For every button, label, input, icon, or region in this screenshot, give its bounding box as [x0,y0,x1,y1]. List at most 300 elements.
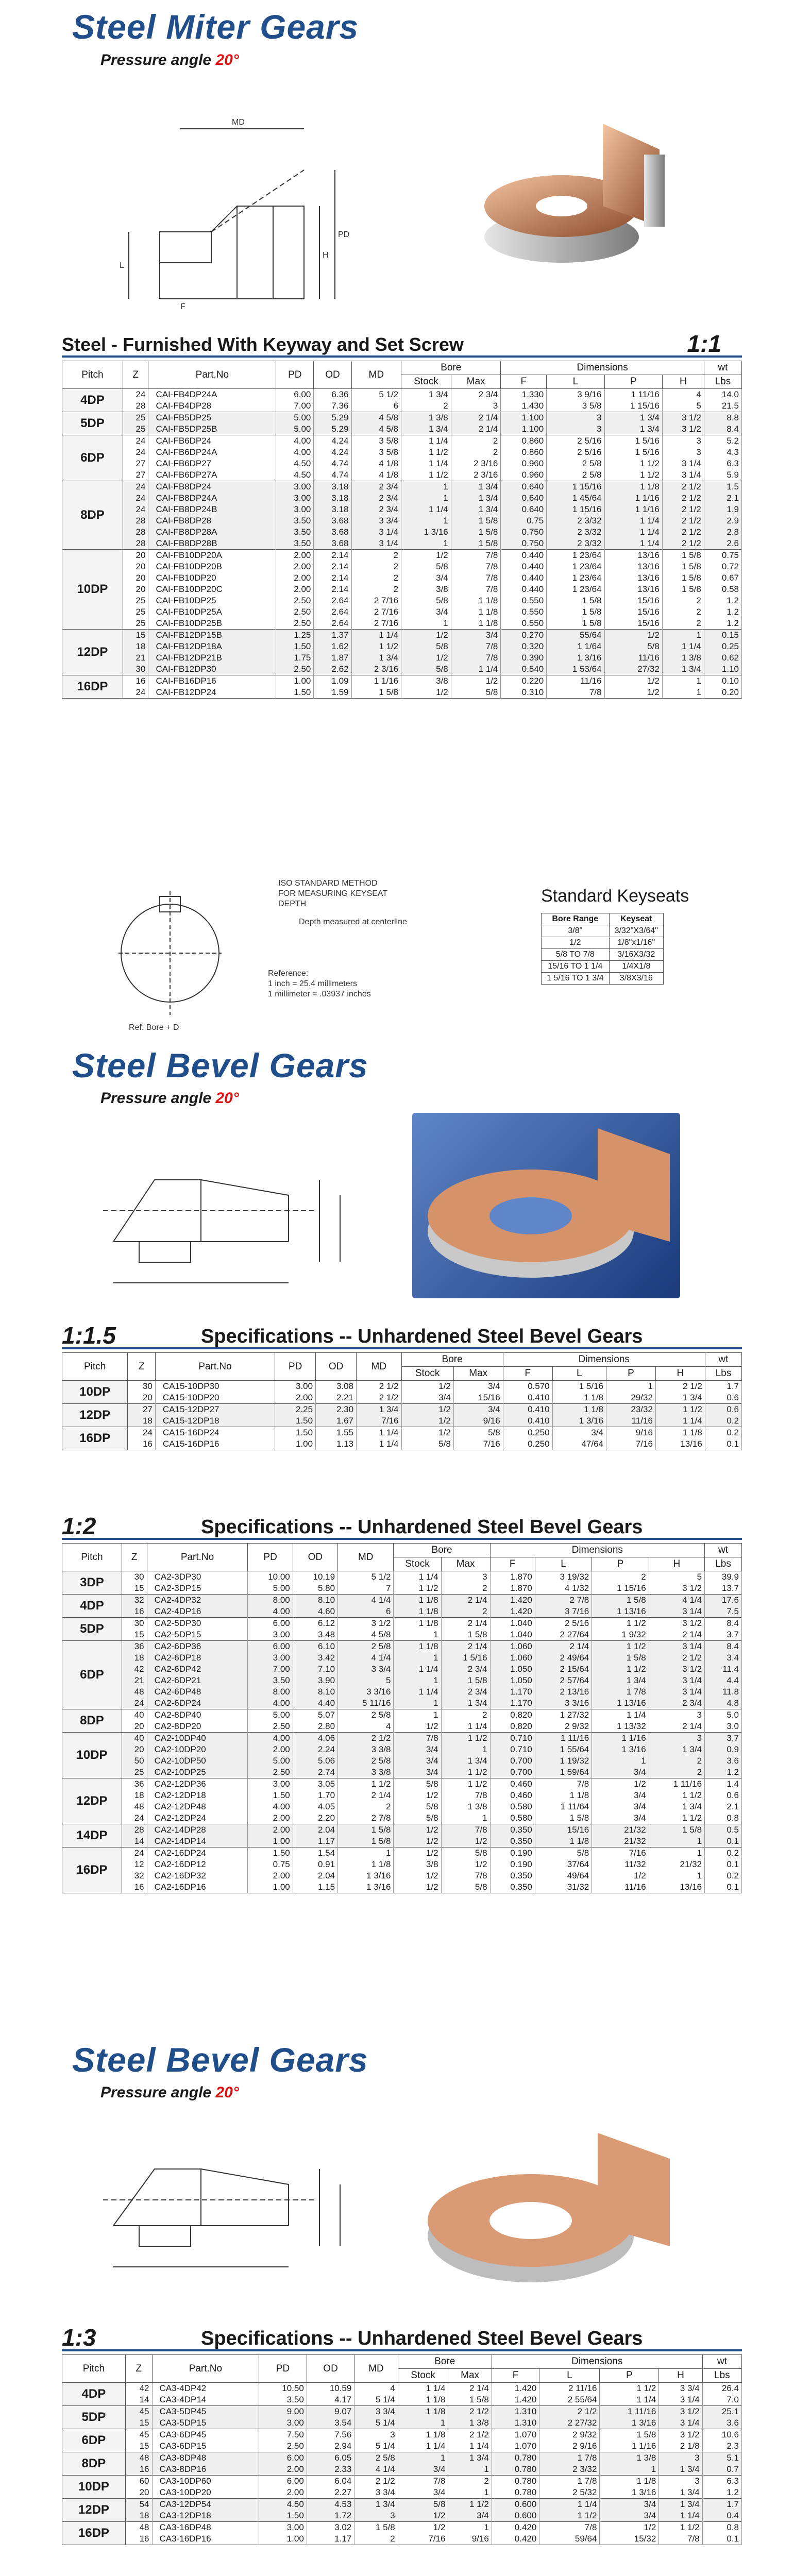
table-row [62,447,742,458]
keyseat-size: 1/8"x1/16" [609,937,663,949]
keyseat-note-3: DEPTH [278,900,307,908]
table-cell: 28 [123,538,148,550]
pitch-group [62,675,742,699]
table-cell: 7.5 [705,1606,742,1618]
pitch-label: 6DP [62,1641,122,1709]
table-cell: 1 11/64 [535,1801,592,1812]
table-cell: 2.04 [293,1824,337,1836]
table-cell: 3.0 [705,1721,742,1733]
table-cell: 5 [649,1571,704,1583]
table-cell: 1 5/8 [662,550,704,562]
header-h: H [659,2369,702,2383]
table-cell: 1 [398,2417,448,2429]
table-cell: 29/32 [606,1392,656,1404]
table-cell: 17.6 [705,1595,742,1606]
header-z: Z [122,1544,147,1571]
table-cell: 6.36 [314,389,351,401]
table-cell: 4.05 [293,1801,337,1812]
table-cell: 1.72 [307,2510,354,2522]
table-cell: 3 1/4 [649,1675,704,1686]
table-cell: 1 3/4 [592,1675,649,1686]
pitch-label: 12DP [62,630,123,675]
table-cell: CA3-10DP60 [152,2476,259,2487]
table-cell: 0.780 [492,2487,539,2499]
table-cell: CAI-FB8DP24B [148,504,276,515]
table-cell: 2 [351,584,401,595]
table-cell: 8.4 [704,423,741,435]
table-cell: 1 7/8 [539,2452,600,2464]
table-cell: CA2-16DP12 [147,1859,248,1870]
table-cell: 1.100 [501,412,547,424]
keyseat-ref-bore: Ref: Bore + D [129,1023,179,1032]
table-cell: CA3-12DP54 [152,2499,259,2511]
table-cell: 1 5/16 [604,435,662,447]
table-cell: CA3-6DP15 [152,2441,259,2452]
table-row [62,675,742,687]
table-row [62,1427,742,1439]
header-dimensions: Dimensions [490,1544,704,1557]
table-cell: 3 1/4 [662,458,704,469]
table-cell: 21/32 [649,1859,704,1870]
table-cell: 0.550 [501,618,547,630]
table-cell: 0.190 [490,1859,535,1870]
table-cell: 1.59 [314,687,351,699]
table-cell: 1 [394,1675,441,1686]
table-cell: 2 3/4 [451,389,501,401]
table-row [62,1595,742,1606]
table-cell: 15/16 [604,618,662,630]
table-cell: 1/2 [401,630,451,641]
table-cell: CA3-4DP14 [152,2394,259,2406]
header-p: P [606,1367,656,1381]
table-cell: 2 1/4 [338,1790,394,1801]
table-row [62,1733,742,1744]
table-cell: 5.00 [248,1583,293,1595]
table-cell: 3.68 [314,538,351,550]
header-wt: wt [704,361,741,375]
table-cell: 1 5/8 [451,515,501,527]
table-row [62,389,742,401]
table-cell: 5.00 [248,1709,293,1721]
table-cell: 1 9/32 [592,1629,649,1641]
table-cell: 7.36 [314,400,351,412]
table-cell: 2 1/4 [535,1641,592,1653]
table-cell: 3 1/4 [649,1686,704,1698]
table-cell: 0.570 [503,1381,552,1393]
table-cell: 1 [394,1698,441,1709]
table-cell: 3 19/32 [535,1571,592,1583]
table-cell: 3/4 [401,1392,453,1404]
table-row [62,572,742,584]
table-cell: 2 3/4 [441,1686,490,1698]
table-cell: 1/2 [401,1427,453,1439]
table-cell: 0.350 [490,1824,535,1836]
table-cell: 1 1/16 [592,1733,649,1744]
table-cell: 0.640 [501,481,547,493]
table-cell: 1.50 [248,1848,293,1859]
table-cell: 20 [122,1744,147,1755]
table-cell: 5 1/2 [338,1571,394,1583]
table-cell: 3 [649,1733,704,1744]
table-cell: 2.64 [314,595,351,606]
table-cell: 5/8 [453,1427,503,1439]
table-cell: 3 [659,2452,702,2464]
table-cell: 6.00 [248,1618,293,1630]
table-cell: 0.4 [702,2510,741,2522]
table-cell: 1.040 [490,1618,535,1630]
table-cell: 1 5/8 [441,1629,490,1641]
header-f: F [492,2369,539,2383]
table-cell: CAI-FB6DP24A [148,447,276,458]
table-cell: 1 23/64 [547,550,604,562]
table-row [62,493,742,504]
table-cell: 3 3/4 [354,2487,398,2499]
table-cell: 1 [448,2487,492,2499]
table-cell: 2 [354,2533,398,2545]
table-cell: CA15-16DP16 [155,1438,275,1450]
table-cell: 0.190 [490,1848,535,1859]
table-cell: 2.00 [248,1812,293,1824]
table-cell: 0.550 [501,595,547,606]
table-cell: 20 [123,550,148,562]
table-row [62,1744,742,1755]
table-cell: 4 5/8 [351,412,401,424]
table-cell: 55/64 [547,630,604,641]
table-cell: 3.6 [702,2417,741,2429]
table-cell: 1 1/4 [662,641,704,652]
table-cell: 24 [123,481,148,493]
table-row [62,423,742,435]
table-row [62,458,742,469]
miter-subtitle-text: Pressure angle [100,52,212,69]
table-cell: 3 5/8 [547,400,604,412]
table-cell: 3 [662,447,704,458]
header-max: Max [451,375,501,389]
table-cell: 3 3/4 [338,1664,394,1675]
table-cell: 2 [448,2476,492,2487]
table-cell: 3 [649,1709,704,1721]
table-row [62,1812,742,1824]
table-cell: 1 1/4 [604,515,662,527]
header-bore: Bore [401,361,501,375]
table-cell: 7/8 [441,1790,490,1801]
table-cell: 2 13/16 [535,1686,592,1698]
table-cell: 2 [662,606,704,618]
table-cell: 1 [606,1381,656,1393]
table-cell: 1.09 [314,675,351,687]
table-cell: 10.50 [259,2383,307,2395]
table-cell: 1 3/4 [357,1404,401,1416]
table-cell: 1.100 [501,423,547,435]
table-cell: 0.250 [503,1427,552,1439]
table-cell: 1 1/2 [659,2522,702,2534]
table-cell: 1.00 [248,1836,293,1848]
table-cell: 1 1/4 [448,2441,492,2452]
table-cell: 2 3/16 [351,664,401,675]
header-l: L [535,1557,592,1571]
table-cell: 3.00 [248,1778,293,1790]
table-cell: 28 [123,400,148,412]
keyseat-bore-range: 1/2 [542,937,610,949]
table-cell: 1 1/4 [401,435,451,447]
table-cell: 1.15 [293,1882,337,1893]
header-od: OD [307,2355,354,2383]
table-cell: 1 3/4 [451,493,501,504]
table-cell: 2 1/2 [662,504,704,515]
table-cell: 8.4 [705,1641,742,1653]
table-cell: 3.50 [276,527,314,538]
table-cell: 3 1/2 [662,423,704,435]
table-cell: 0.640 [501,504,547,515]
table-cell: 2 1/2 [662,538,704,550]
table-cell: 4.4 [705,1675,742,1686]
table-cell: 0.460 [490,1778,535,1790]
header-f: F [503,1367,552,1381]
table-cell: 3/4 [394,1755,441,1767]
table-cell: 1 1/8 [398,2406,448,2418]
table-cell: CAI-FB5DP25 [148,412,276,424]
table-cell: 0.75 [248,1859,293,1870]
table-cell: 1 27/32 [535,1709,592,1721]
table-cell: 7/8 [451,641,501,652]
table-cell: 42 [122,1664,147,1675]
table-cell: CA2-6DP18 [147,1652,248,1664]
table-cell: 5.9 [704,469,741,481]
table-cell: 1 [592,1755,649,1767]
table-cell: 2 [649,1755,704,1767]
table-cell: 2 1/2 [662,481,704,493]
table-cell: CAI-FB10DP25B [148,618,276,630]
table-cell: 1 1/2 [604,469,662,481]
pitch-group [62,2429,742,2452]
table-cell: 2.50 [259,2441,307,2452]
header-bore: Bore [401,1353,503,1367]
table-cell: 15/32 [600,2533,659,2545]
pitch-label: 4DP [62,389,123,412]
table-cell: 21/32 [592,1836,649,1848]
table-cell: CA2-12DP36 [147,1778,248,1790]
table-cell: 1 1/16 [604,493,662,504]
table-cell: 0.350 [490,1882,535,1893]
table-cell: 2 [592,1571,649,1583]
table-cell: 11/32 [592,1859,649,1870]
table-cell: 8.8 [704,412,741,424]
header-z: Z [123,361,148,389]
header-f: F [501,375,547,389]
table-cell: 2 5/8 [547,469,604,481]
table-cell: 1 1/2 [441,1733,490,1744]
table-cell: 0.220 [501,675,547,687]
table-cell: 5/8 [401,595,451,606]
table-cell: CA2-5DP15 [147,1629,248,1641]
table-cell: 5/8 [394,1778,441,1790]
table-cell: 2 5/16 [547,447,604,458]
table-cell: 2 5/8 [338,1709,394,1721]
table-cell: 20 [128,1392,156,1404]
table-cell: 15 [123,630,148,641]
table-cell: 15 [122,1629,147,1641]
table-cell: CAI-FB16DP16 [148,675,276,687]
table-cell: CAI-FB6DP27 [148,458,276,469]
miter-banner-text: Steel - Furnished With Keyway and Set Screw [62,334,464,355]
table-cell: 0.75 [501,515,547,527]
table-cell: 0.5 [705,1824,742,1836]
table-row [62,630,742,641]
table-cell: 1 7/8 [592,1686,649,1698]
table-cell: 2.3 [702,2441,741,2452]
table-cell: 27 [123,469,148,481]
table-cell: 2 1/4 [649,1629,704,1641]
table-cell: 1 5/8 [351,687,401,699]
bevel2-angle: 20° [215,2084,239,2101]
table-cell: 1 5/16 [552,1381,606,1393]
table-cell: 1.50 [259,2510,307,2522]
pitch-label: 16DP [62,675,123,699]
table-cell: 2.00 [248,1870,293,1882]
table-cell: 7.56 [307,2429,354,2441]
table-cell: 2 1/2 [354,2476,398,2487]
pitch-group [62,1381,742,1404]
table-cell: 1 1/4 [604,538,662,550]
pitch-group [62,389,742,412]
table-cell: 4.00 [248,1698,293,1709]
pitch-label: 14DP [62,1824,122,1848]
table-cell: 3 3/8 [338,1744,394,1755]
miter-ratio: 1:1 [687,330,721,357]
pitch-label: 10DP [62,1733,122,1778]
table-cell: 1/2 [401,687,451,699]
table-cell: 1 3/8 [448,2417,492,2429]
table-cell: 2 55/64 [539,2394,600,2406]
table-cell: 2 [441,1709,490,1721]
header-p: P [600,2369,659,2383]
table-cell: 1 1/8 [394,1595,441,1606]
table-cell: 24 [123,447,148,458]
table-cell: 1/2 [394,1870,441,1882]
table-cell: 1.62 [314,641,351,652]
table-cell: 15/16 [453,1392,503,1404]
miter-angle: 20° [215,52,239,69]
table-cell: 1.050 [490,1675,535,1686]
table-cell: 1 3/16 [401,527,451,538]
pitch-group [62,1709,742,1733]
table-cell: 1 3/4 [448,2452,492,2464]
pitch-group [62,1404,742,1427]
table-row [62,1859,742,1870]
table-cell: 1 1/4 [600,2394,659,2406]
table-cell: 5/8 [401,664,451,675]
header-stock: Stock [398,2369,448,2383]
table-cell: 7/8 [398,2476,448,2487]
table-cell: 1 1/8 [338,1859,394,1870]
table-cell: CAI-FB8DP28 [148,515,276,527]
table-row [62,515,742,527]
table-cell: 2 1/2 [357,1381,401,1393]
table-cell: 2 27/32 [539,2417,600,2429]
table-cell: 1 13/16 [592,1698,649,1709]
table-cell: 3.18 [314,504,351,515]
header-stock: Stock [401,375,451,389]
table-cell: 1 3/16 [592,1744,649,1755]
table-cell: 24 [123,687,148,699]
table-cell: 4.40 [293,1698,337,1709]
table-cell: 1 1/2 [592,1618,649,1630]
table-cell: 1/2 [401,550,451,562]
table-cell: 1 3/16 [547,652,604,664]
table-cell: 5.0 [705,1709,742,1721]
table-row [62,1392,742,1404]
table-cell: 4 1/4 [354,2464,398,2476]
table-cell: 28 [123,515,148,527]
table-cell: 3/4 [592,1812,649,1824]
table-cell: 0.410 [503,1392,552,1404]
table-row [62,1755,742,1767]
pitch-group [62,1848,742,1893]
table-cell: 7/8 [547,687,604,699]
table-cell: 2 27/64 [535,1629,592,1641]
table-cell: 48 [125,2522,152,2534]
table-row [62,1629,742,1641]
header-pd: PD [276,361,314,389]
table-cell: 48 [125,2452,152,2464]
table-cell: 3 3/4 [351,515,401,527]
t12-spec-title: Specifications -- Unhardened Steel Bevel Gears [201,1516,643,1538]
table-cell: 1.060 [490,1641,535,1653]
table-cell: 11/16 [606,1415,656,1427]
table-cell: 1 1/4 [351,630,401,641]
table-cell: 1/2 [398,2510,448,2522]
table-cell: 1.040 [490,1629,535,1641]
table-cell: 3/4 [592,1767,649,1778]
table-cell: 3 7/16 [535,1606,592,1618]
header-pitch: Pitch [62,1544,122,1571]
table-cell: 1/2 [592,1870,649,1882]
keyseat-depth-note: Depth measured at centerline [299,918,407,926]
table-cell: 1 1/8 [398,2394,448,2406]
header-lbs: Lbs [704,375,741,389]
pitch-group [62,2499,742,2522]
header-wt: wt [702,2355,741,2369]
table-cell: 4.06 [293,1733,337,1744]
table-cell: 3.00 [259,2522,307,2534]
table-cell: 36 [122,1778,147,1790]
table-cell: 1 1/8 [451,606,501,618]
table-cell: 0.600 [492,2499,539,2511]
table-cell: 1 [649,1836,704,1848]
header-pn: Part.No [155,1353,275,1381]
table-cell: 3/4 [453,1404,503,1416]
table-cell: 2 9/32 [535,1721,592,1733]
table-cell: 2 7/16 [351,595,401,606]
table-cell: 1 1/64 [547,641,604,652]
pitch-label: 10DP [62,550,123,630]
table-cell: 1.50 [248,1790,293,1801]
table-cell: 0.390 [501,652,547,664]
table-cell: 2 11/16 [539,2383,600,2395]
table-cell: 2.50 [276,606,314,618]
table-cell: CA15-12DP18 [155,1415,275,1427]
table-cell: 3 1/2 [659,2406,702,2418]
table-cell: 7/16 [357,1415,401,1427]
table-cell: CAI-FB8DP24 [148,481,276,493]
table-cell: 4.24 [314,435,351,447]
table-row [62,1882,742,1893]
table-cell: 2 3/4 [441,1664,490,1675]
header-wt: wt [705,1353,741,1367]
table-cell: 1/2 [401,652,451,664]
table-cell: 37/64 [535,1859,592,1870]
pitch-group [62,481,742,550]
